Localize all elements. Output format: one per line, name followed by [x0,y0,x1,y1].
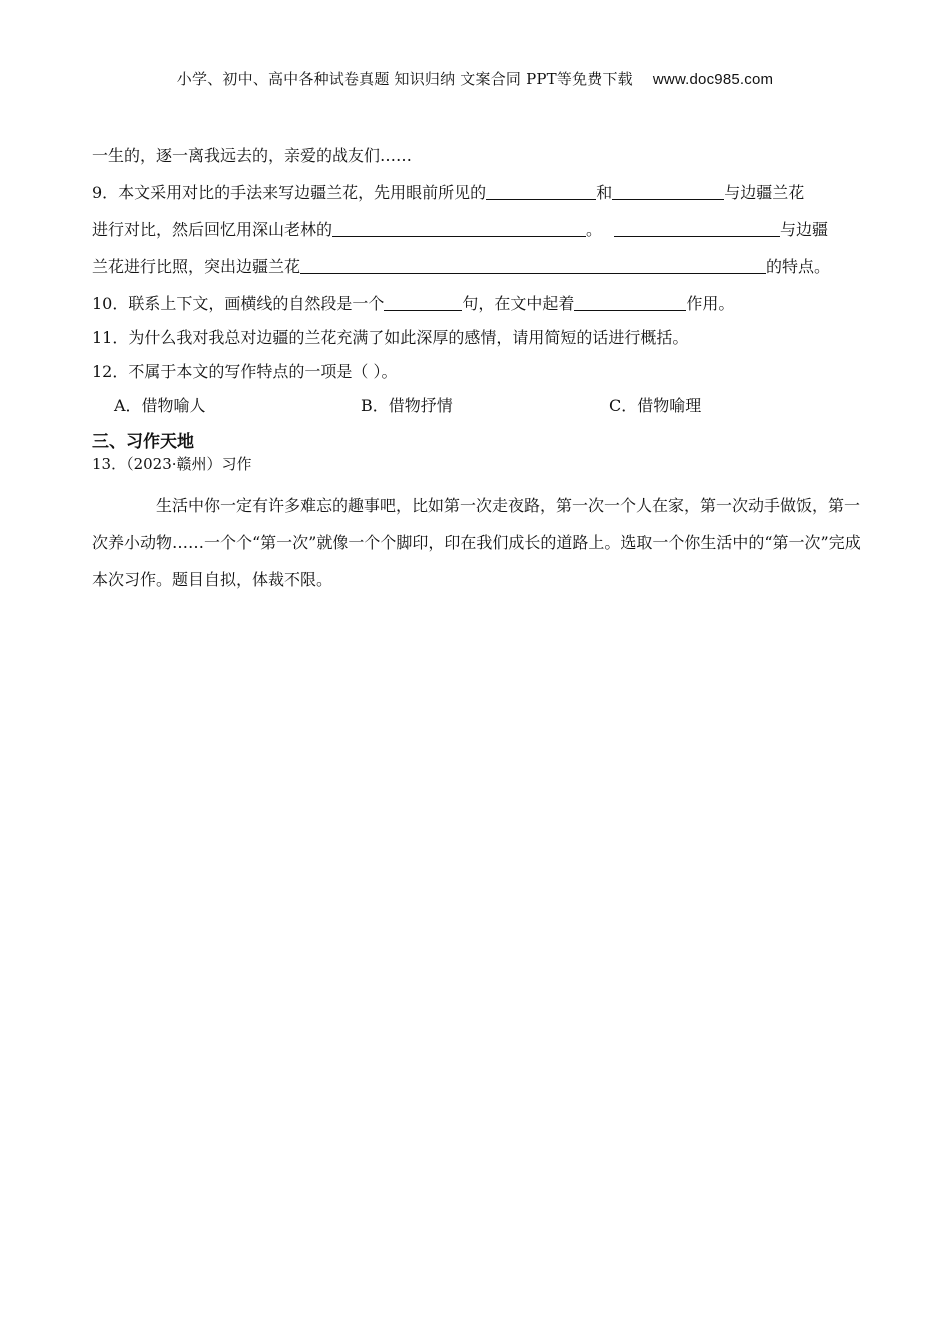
question-10 [92,291,862,325]
q9-text-a: 9．本文采用对比的手法来写边疆兰花，先用眼前所见的 [92,183,487,202]
q9-text-d: 进行对比，然后回忆用深山老林的 [92,220,333,239]
q10-text-b: 句，在文中起着 [462,294,575,313]
q9-text-g: 兰花进行比照，突出边疆兰花 [92,257,301,276]
question-9-line-1 [92,180,862,217]
option-a[interactable]: A．借物喻人 [114,396,206,415]
q10-blank-2[interactable] [574,292,686,311]
question-11: 11．为什么我对我总对边疆的兰花充满了如此深厚的感情，请用简短的话进行概括。 [92,328,689,347]
content [92,143,862,598]
question-9-line-3 [92,254,862,291]
q10-text-c: 作用。 [686,294,735,313]
option-b[interactable]: B．借物抒情 [361,396,453,415]
question-12: 12．不属于本文的写作特点的一项是（ ）。 [92,362,398,381]
section-3-title: 三、习作天地 [92,432,194,452]
header-site[interactable]: www.doc985.com [652,71,774,88]
text-line-1: 一生的，逐一离我远去的，亲爱的战友们…… [92,146,413,165]
page-header [0,68,950,89]
q10-text-a: 10．联系上下文，画横线的自然段是一个 [92,294,385,313]
q9-text-f: 与边疆 [780,220,829,239]
question-12-options [114,393,862,431]
question-13-paragraph: 生活中你一定有许多难忘的趣事吧，比如第一次走夜路，第一次一个人在家，第一次动手做饭，第一次养小动物……一个个“第一次”就像一个个脚印，印在我们成长的道路上。选取一个你生活中的“第一次”完成本次习作。题目自拟，体裁不限。 [92,496,861,589]
header-text: 小学、初中、高中各种试卷真题 知识归纳 文案合同 PPT等免费下载 [176,70,633,88]
q9-text-h: 的特点。 [766,257,831,276]
q9-text-e: 。 [586,220,603,239]
question-13-title: 13．（2023·赣州）习作 [92,455,252,473]
q9-text-b: 和 [596,183,613,202]
q9-blank-3[interactable] [332,218,586,237]
option-c[interactable]: C．借物喻理 [609,396,702,415]
q10-blank-1[interactable] [384,292,462,311]
q9-blank-5[interactable] [300,255,766,274]
q9-blank-2[interactable] [612,181,724,200]
q9-blank-4[interactable] [614,218,780,237]
question-9-line-2 [92,217,862,254]
q9-blank-1[interactable] [486,181,596,200]
q9-text-c: 与边疆兰花 [724,183,805,202]
